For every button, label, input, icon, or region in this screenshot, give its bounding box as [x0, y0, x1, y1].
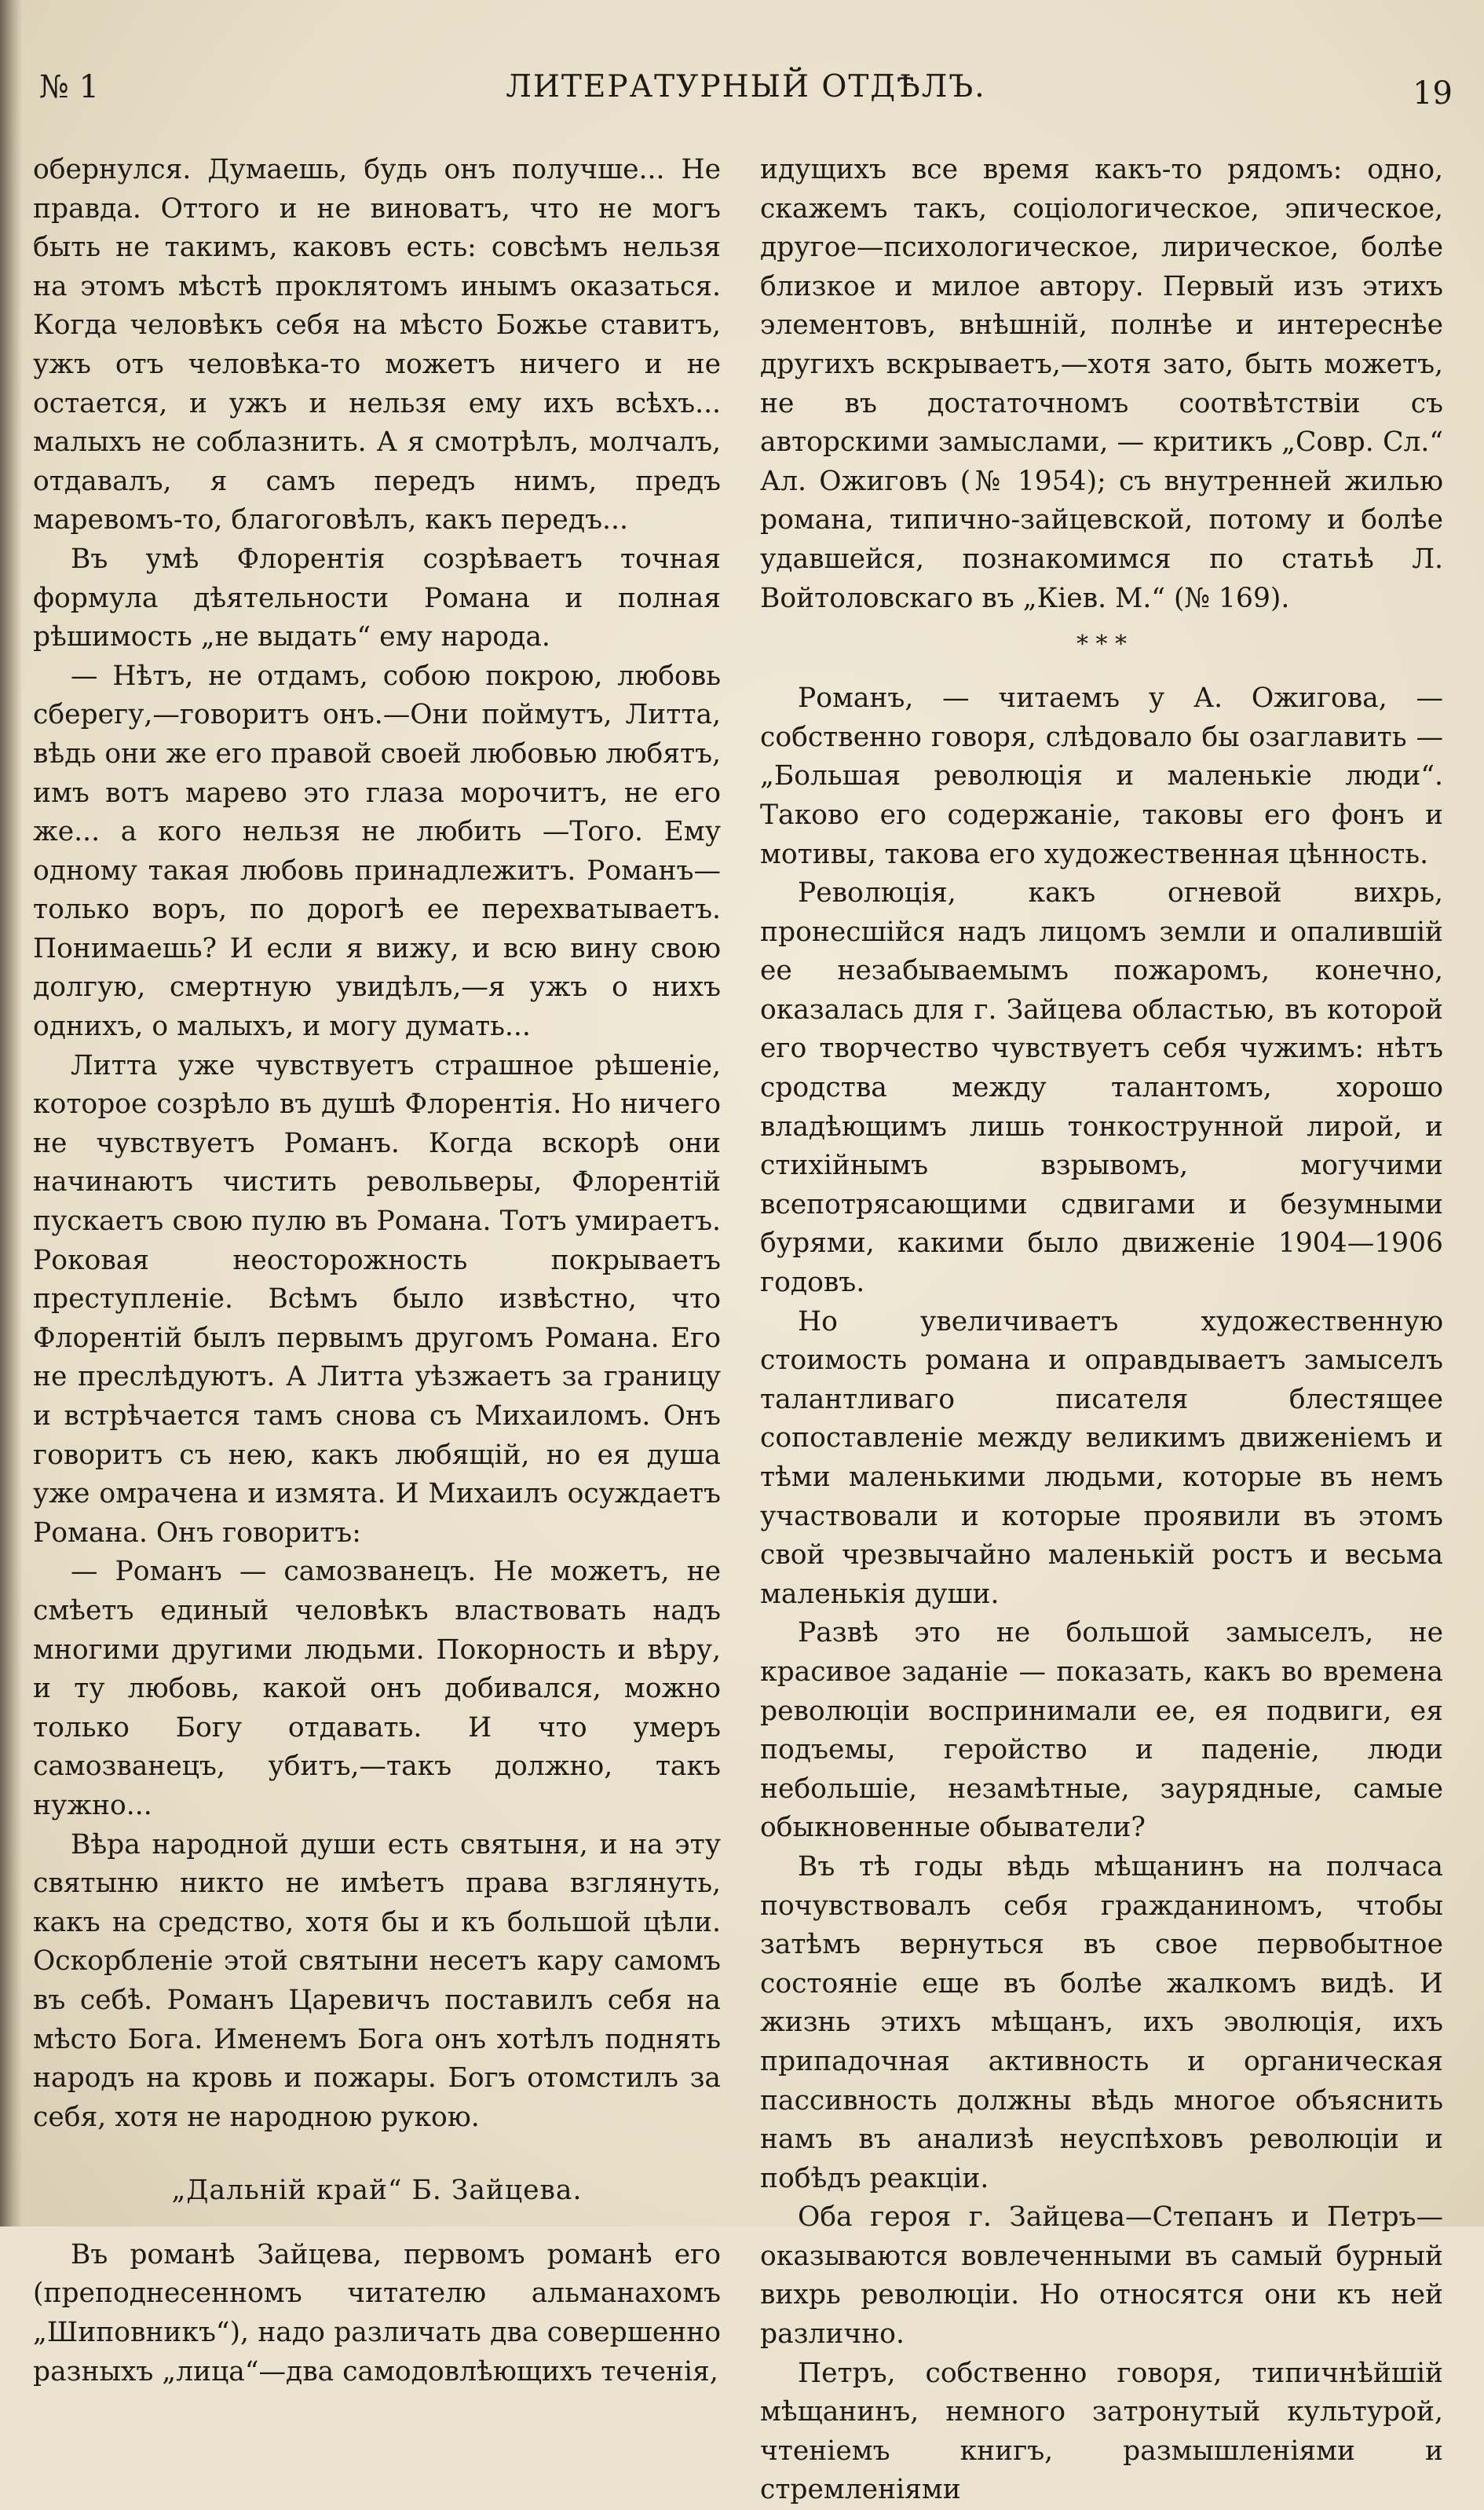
page-spine-shadow	[0, 0, 22, 2226]
page-number: 19	[1413, 75, 1453, 112]
paragraph: Вѣра народной души есть святыня, и на эту святыню никто не имѣетъ права взглянуть, какъ на средство, хотя бы и къ большой цѣли. Оскорбленіе этой святыни несетъ кару самомъ въ себѣ. Романъ Царевичъ поставилъ себя на мѣсто Бога. Именемъ Бога онъ хотѣлъ поднять народъ на кровь и пожары. Богъ отомстилъ за себя, хотя не народною рукою.	[33, 1828, 721, 2133]
paragraph: — Нѣтъ, не отдамъ, собою покрою, любовь сберегу,—говоритъ онъ.—Они поймутъ, Литта, вѣдь они же его правой своей любовью любятъ, имъ вотъ марево это глаза морочитъ, не его же... а кого нельзя не любить —Того. Ему одному такая любовь принадлежитъ. Романъ—только воръ, по дорогѣ ее перехватываетъ. Понимаешь? И если я вижу, и всю вину свою долгую, смертную увидѣлъ,—я ужъ о нихъ однихъ, о малыхъ, и могу думать...	[33, 660, 721, 1043]
section-heading: „Дальній край“ Б. Зайцева.	[171, 2175, 583, 2207]
paragraph: — Романъ — самозванецъ. Не можетъ, не смѣетъ единый человѣкъ властвовать надъ многими другими людьми. Покорность и вѣру, и ту любовь, какой онъ добивался, можно только Богу отдавать. И что умеръ самозванецъ, убитъ,—такъ должно, такъ нужно...	[33, 1556, 721, 1821]
right-column	[760, 151, 1443, 2506]
paragraph: идущихъ все время какъ-то рядомъ: одно, скажемъ такъ, соціологическое, эпическое, другое—психологическое, лирическое, болѣе близкое и милое автору. Первый изъ этихъ элементовъ, внѣшній, полнѣе и интереснѣе другихъ вскрываетъ,—хотя зато, быть можетъ, не въ достаточномъ соотвѣтствіи съ авторскими замыслами, — критикъ „Совр. Сл.“ Ал. Ожиговъ (№ 1954); съ внутренней жилью романа, типично-зайцевской, потому и болѣе удавшейся, познакомимся по статьѣ Л. Войтоловскаго въ „Кіев. М.“ (№ 169).	[760, 154, 1443, 614]
paragraph: Революція, какъ огневой вихрь, пронесшійся надъ лицомъ земли и опалившій ее незабываемымъ пожаромъ, конечно, оказалась для г. Зайцева областью, въ которой его творчество чувствуетъ себя чужимъ: нѣтъ сродства между талантомъ, хорошо владѣющимъ лишь тонкострунной лирой, и стихійнымъ взрывомъ, могучими всепотрясающими сдвигами и безумными бурями, какими было движеніе 1904—1906 годовъ.	[760, 877, 1443, 1299]
paragraph: Развѣ это не большой замыселъ, не красивое заданіе — показать, какъ во времена революціи воспринимали ее, ея подвиги, ея подъемы, геройство и паденіе, люди небольшіе, незамѣтные, заурядные, самые обыкновенные обыватели?	[760, 1617, 1443, 1844]
paragraph: Но увеличиваетъ художественную стоимость романа и оправдываетъ замыселъ талантливаго писателя блестящее сопоставленіе между великимъ движеніемъ и тѣми маленькими людьми, которые въ немъ участвовали и которые проявили въ этомъ свой чрезвычайно маленькій ростъ и весьма маленькія души.	[760, 1305, 1443, 1610]
paragraph: Оба героя г. Зайцева—Степанъ и Петръ—оказываются вовлеченными въ самый бурный вихрь революціи. Но относятся они къ ней различно.	[760, 2201, 1443, 2351]
section-separator: * * *	[1076, 631, 1128, 659]
paragraph: Литта уже чувствуетъ страшное рѣшеніе, которое созрѣло въ душѣ Флорентія. Но ничего не чувствуетъ Романъ. Когда вскорѣ они начинаютъ чистить револьверы, Флорентій пускаетъ свою пулю въ Романа. Тотъ умираетъ. Роковая неосторожность покрываетъ преступленіе. Всѣмъ было извѣстно, что Флорентій былъ первымъ другомъ Романа. Его не преслѣдуютъ. А Литта уѣзжаетъ за границу и встрѣчается тамъ снова съ Михаиломъ. Онъ говоритъ съ нею, какъ любящій, но ея душа уже омрачена и измята. И Михаилъ осуждаетъ Романа. Онъ говоритъ:	[33, 1049, 721, 1549]
section-title: ЛИТЕРАТУРНЫЙ ОТДѢЛЪ.	[506, 69, 986, 104]
issue-number: № 1	[39, 69, 100, 105]
paragraph: Романъ, — читаемъ у А. Ожигова, — собственно говоря, слѣдовало бы озаглавить — „Большая революція и маленькіе люди“. Таково его содержаніе, таковы его фонъ и мотивы, такова его художественная цѣнность.	[760, 682, 1443, 870]
paragraph: Въ умѣ Флорентія созрѣваетъ точная формула дѣятельности Романа и полная рѣшимость „не выдать“ ему народа.	[33, 543, 721, 653]
paragraph: Петръ, собственно говоря, типичнѣйшій мѣщанинъ, немного затронутый культурой, чтеніемъ книгъ, размышленіями и стремленіями	[760, 2357, 1443, 2506]
page-header	[39, 69, 1453, 116]
paragraph: Въ тѣ годы вѣдь мѣщанинъ на полчаса почувствовалъ себя гражданиномъ, чтобы затѣмъ вернуться въ свое первобытное состояніе еще въ болѣе жалкомъ видѣ. И жизнь этихъ мѣщанъ, ихъ эволюція, ихъ припадочная активность и органическая пассивность должны вѣдь многое объяснить намъ въ анализѣ неуспѣховъ революціи и побѣдъ реакціи.	[760, 1850, 1443, 2194]
left-column	[33, 151, 721, 2387]
paragraph: обернулся. Думаешь, будь онъ получше... Не правда. Оттого и не виноватъ, что не могъ быть не такимъ, каковъ есть: совсѣмъ нельзя на этомъ мѣстѣ проклятомъ инымъ оказаться. Когда человѣкъ себя на мѣсто Божье ставитъ, ужъ отъ человѣка-то можетъ ничего и не остается, и ужъ и нельзя ему ихъ всѣхъ... малыхъ не соблазнить. А я смотрѣлъ, молчалъ, отдавалъ, я самъ передъ нимъ, предъ маревомъ-то, благоговѣлъ, какъ передъ...	[33, 154, 721, 536]
paragraph: Въ романѣ Зайцева, первомъ романѣ его (преподнесенномъ читателю альманахомъ „Шиповникъ“), надо различать два совершенно разныхъ „лица“—два самодовлѣющихъ теченія,	[33, 2238, 721, 2387]
